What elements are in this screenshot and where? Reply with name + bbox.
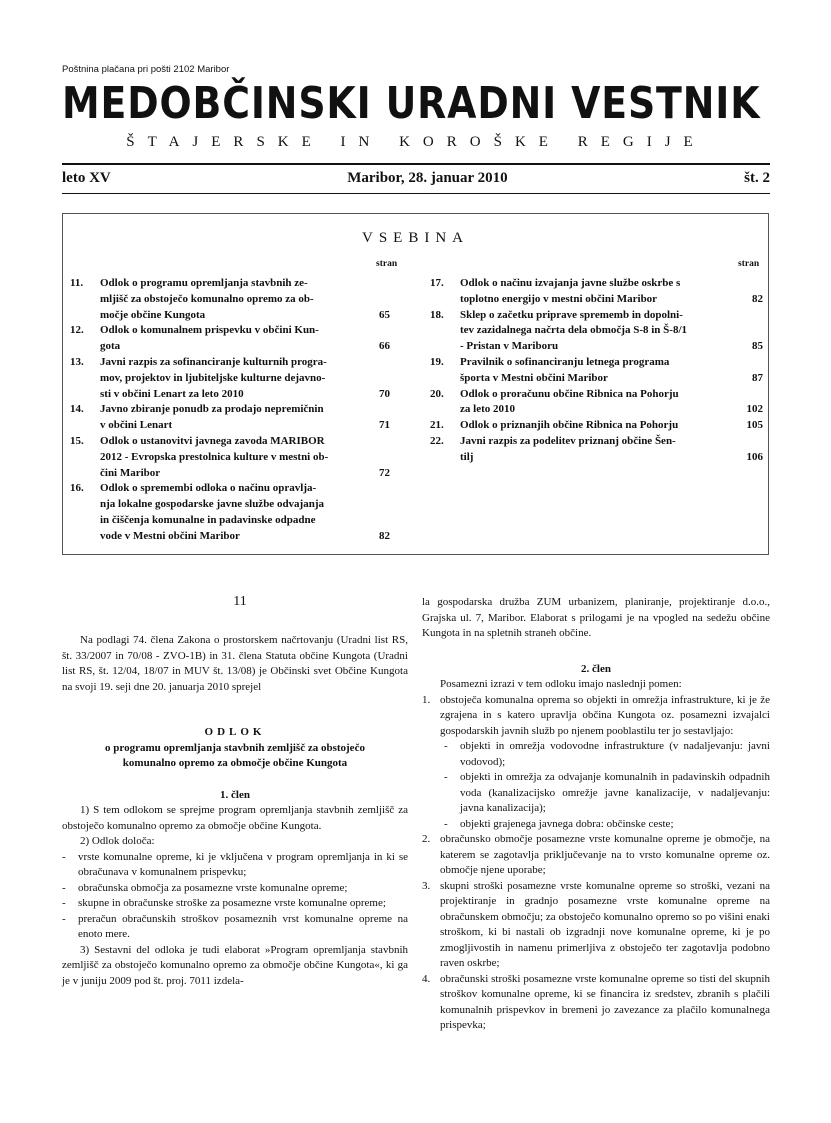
list-item: 4. obračunski stroški posamezne vrste komunalne opreme so tisti del skupnih stroškov komunalne opreme, ki se financira iz sredstev, zbranih s plačili komunalnih prispevkov in bremeni jo zavezance za plačilo komunalnega prispevka; (422, 972, 770, 1031)
toc-item-title: Sklep o začetku priprave sprememb in dopolni- tev zazidalnega načrta dela območja S-8 in Š-8/1 - Pristan v Mariboru (460, 308, 688, 353)
list-item: 2. obračunsko območje posamezne vrste komunalne opreme je območje, na katerem se zagotavlja priključevanje na to vrsto komunalne opreme oz. območje njene uporabe; (422, 833, 770, 876)
header-rule-top (62, 163, 770, 165)
toc-item[interactable] (430, 387, 763, 419)
article-left-column (62, 633, 408, 989)
toc-item-number: 18. (430, 308, 444, 321)
section-1-paragraph-1: 1) S tem odlokom se sprejme program opremljanja stavbnih zemljišč za obstoječo komunalno opremo za območje občine Kungota. (62, 804, 408, 832)
list-item: - skupne in obračunske stroške za posamezne vrste komunalne opreme; (62, 897, 386, 909)
toc-item-page: 105 (746, 419, 763, 432)
toc-item-number: 13. (70, 355, 84, 368)
toc-item[interactable] (70, 276, 390, 323)
toc-item-number: 19. (430, 355, 444, 368)
toc-item-title: Odlok o načinu izvajanja javne službe oskrbe s toplotno energijo v mestni občini Maribor (460, 277, 681, 305)
toc-item-page: 70 (379, 387, 390, 400)
list-item: - objekti in omrežja za odvajanje komunalnih in padavinskih odpadnih voda (kanalizacijsko omrežje javne kanalizacije, v nadaljevanju: javna kanalizacija); (444, 771, 770, 814)
toc-item-title: Javni razpis za sofinanciranje kulturnih progra- mov, projektov in ljubiteljske kulturne dejavno- sti v občini Lenart za leto 2010 (100, 355, 327, 400)
section-1-paragraph-3-continued: la gospodarska družba ZUM urbanizem, planiranje, projektiranje d.o.o., Grajska ul. 7, Maribor. Elaborat s prilogami je na vpogled na sedežu občine Kungota in na spletnih straneh občine. (422, 596, 770, 639)
toc-item-number: 17. (430, 277, 444, 289)
toc-item[interactable] (70, 355, 390, 402)
contents-page-label-right: stran (738, 259, 760, 269)
list-item: - obračunska območja za posamezne vrste komunalne opreme; (62, 881, 348, 894)
article-preamble: Na podlagi 74. člena Zakona o prostorskem načrtovanju (Uradni list RS, št. 33/2007 in 70/08 - ZVO-1B) in 31. člena Statuta občine Kungota (Uradni list RS, št. 12/04, 18/07 in MUV št. 13/08) je Občinski svet Občine Kungota na svoji 19. seji dne 20. januarja 2010 sprejel (62, 634, 408, 693)
header-rule-bottom (62, 193, 770, 194)
toc-item[interactable] (70, 434, 390, 481)
section-1-paragraph-3: 3) Sestavni del odloka je tudi elaborat »Program opremljanja stavbnih zemljišč za obstoječo komunalno opremo za območje občine Kungota«, ki ga je v juniju 2009 pod št. proj. 7011 izdela- (62, 943, 408, 987)
toc-item[interactable] (430, 418, 763, 434)
toc-item-title: Odlok o proračunu občine Ribnica na Pohorju za leto 2010 (460, 387, 679, 416)
list-item: 1. obstoječa komunalna oprema so objekti in omrežja infrastrukture, ki je že zgrajena in s katero upravlja občina Kungota oz. posamezni izvajalci gospodarskih javnih služb po njenem pooblastilu ter jo sestavljajo: (422, 693, 770, 737)
list-item: 3. skupni stroški posamezne vrste komunalne opreme so stroški, vezani na projektiranje in gradnjo posamezne vrste komunalne opreme na obračunskem območju; za obstoječo komunalno opremo so po višini enaki stroškom, ki bi nastali ob izgradnji nove komunalne opreme, ki je po zmogljivostih in namenu primerljiva z obstoječo ter zagotavlja podobno raven oskrbe; (422, 879, 770, 969)
toc-item-title: Odlok o programu opremljanja stavbnih ze- mljišč za obstoječo komunalno opremo za ob- močje občine Kungota (100, 277, 314, 321)
toc-item-number: 22. (430, 434, 444, 447)
list-item: - objekti in omrežja vodovodne infrastrukture (v nadaljevanju: javni vodovod); (444, 740, 770, 768)
toc-item-number: 12. (70, 324, 84, 337)
toc-item-page: 66 (379, 340, 390, 353)
article-right-column (422, 595, 770, 1034)
masthead-subtitle: ŠTAJERSKE IN KOROŠKE REGIJE (126, 134, 706, 150)
toc-item-page: 65 (379, 308, 390, 321)
article-number: 11 (233, 594, 247, 609)
contents-page-label-left: stran (376, 259, 398, 269)
toc-item[interactable] (430, 276, 763, 308)
toc-item[interactable] (70, 323, 390, 355)
toc-item[interactable] (430, 355, 763, 387)
toc-item-title: Odlok o komunalnem prispevku v občini Kun- gota (100, 324, 319, 353)
toc-item-page: 82 (379, 529, 390, 542)
list-item: - vrste komunalne opreme, ki je vključena v program opremljanja in ki se obračunava v komunalnem prispevku; (62, 850, 408, 878)
section-1-title: 1. člen (220, 788, 250, 801)
issue-info-row (62, 170, 770, 187)
toc-item-number: 20. (430, 387, 444, 400)
toc-item-title: Odlok o spremembi odloka o načinu opravlja- nja lokalne gospodarske javne službe odvajanja in čiščenja komunalne in padavinske odpadne vode v Mestni občini Maribor (100, 482, 325, 542)
toc-item[interactable] (70, 481, 390, 544)
postage-note: Poštnina plačana pri pošti 2102 Maribor (62, 64, 230, 75)
toc-item-page: 106 (746, 450, 763, 463)
masthead-title: MEDOBČINSKI URADNI VESTNIK (62, 78, 761, 129)
toc-item-number: 14. (70, 403, 84, 416)
toc-item-page: 87 (752, 371, 763, 384)
toc-item-number: 16. (70, 482, 84, 495)
section-2-title: 2. člen (581, 662, 611, 675)
toc-item-page: 71 (379, 419, 390, 432)
toc-item-title: Javni razpis za podelitev priznanj občine Šen- tilj (460, 434, 676, 463)
list-item: - objekti grajenega javnega dobra: občinske ceste; (444, 817, 674, 830)
contents-title: VSEBINA (361, 230, 469, 246)
toc-item-title: Odlok o priznanjih občine Ribnica na Pohorju (460, 419, 679, 432)
toc-item-number: 11. (70, 277, 84, 289)
issue-number: št. 2 (744, 170, 770, 186)
toc-item-number: 15. (70, 434, 84, 447)
toc-item-page: 82 (752, 292, 763, 305)
toc-item-page: 72 (379, 466, 390, 479)
toc-item-title: Pravilnik o sofinanciranju letnega programa športa v Mestni občini Maribor (460, 355, 670, 384)
toc-item-title: Javno zbiranje ponudb za prodajo nepremičnin v občini Lenart (100, 403, 324, 432)
document-type: ODLOK (204, 726, 266, 738)
contents-right-column (430, 276, 763, 466)
toc-item[interactable] (430, 434, 763, 466)
section-1-paragraph-2: 2) Odlok določa: (80, 835, 155, 847)
toc-item[interactable] (430, 308, 763, 355)
toc-item-page: 85 (752, 340, 763, 353)
section-2-intro: Posamezni izrazi v tem odloku imajo naslednji pomen: (440, 678, 682, 690)
issue-year: leto XV (62, 170, 111, 186)
issue-place-date: Maribor, 28. januar 2010 (347, 170, 508, 186)
toc-item-number: 21. (430, 419, 444, 432)
list-item: - preračun obračunskih stroškov posameznih vrst komunalne opreme na enoto mere. (62, 912, 408, 940)
contents-left-column (70, 276, 390, 545)
toc-item[interactable] (70, 402, 390, 434)
document-title: o programu opremljanja stavbnih zemljišč za obstoječo komunalno opremo za območje občine Kungota (105, 741, 365, 769)
toc-item-page: 102 (746, 403, 763, 416)
toc-item-title: Odlok o ustanovitvi javnega zavoda MARIBOR 2012 - Evropska prestolnica kulture v mestni ob- čini Maribor (100, 434, 329, 479)
